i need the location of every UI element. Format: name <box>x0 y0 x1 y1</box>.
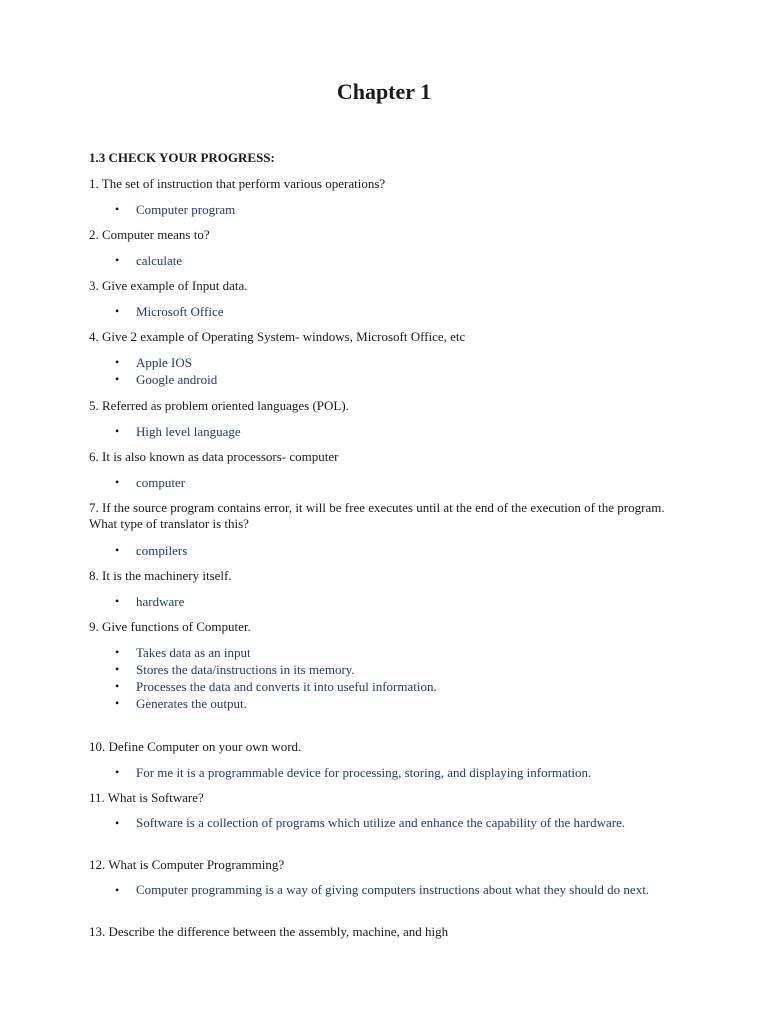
page-title: Chapter 1 <box>336 79 432 104</box>
answer-item: • compilers <box>0 542 686 559</box>
question-10: 10. Define Computer on your own word. <box>89 739 302 754</box>
answer-item: • Generates the output. <box>0 695 686 712</box>
answer-item: • Computer program <box>0 201 686 218</box>
answer-list-7 <box>0 542 686 559</box>
question-11: 11. What is Software? <box>89 790 204 805</box>
answer-list-8 <box>0 593 686 610</box>
question-1: 1. The set of instruction that perform various operations? <box>89 176 386 191</box>
answer-item: • Software is a collection of programs which utilize and enhance the capability of the hardware. <box>0 815 686 831</box>
answer-item: • Processes the data and converts it into useful information. <box>0 678 686 695</box>
answer-item: • computer <box>0 474 686 491</box>
question-9: 9. Give functions of Computer. <box>89 619 251 634</box>
question-4: 4. Give 2 example of Operating System- windows, Microsoft Office, etc <box>89 329 466 344</box>
answer-list-10 <box>0 764 686 781</box>
section-heading: 1.3 CHECK YOUR PROGRESS: <box>89 150 275 165</box>
answer-list-5 <box>0 423 686 440</box>
question-2: 2. Computer means to? <box>89 227 210 242</box>
answer-item: • Takes data as an input <box>0 644 686 661</box>
answer-item: • Computer programming is a way of giving computers instructions about what they should do next. <box>0 882 686 898</box>
question-3: 3. Give example of Input data. <box>89 278 248 293</box>
question-7: 7. If the source program contains error, it will be free executes until at the end of the execution of the program. What type of translator is this? <box>89 500 665 531</box>
answer-list-12 <box>0 882 686 898</box>
answer-item: • Microsoft Office <box>0 303 686 320</box>
answer-list-11 <box>0 815 686 831</box>
answer-list-9 <box>0 644 686 712</box>
answer-item: • High level language <box>0 423 686 440</box>
question-12: 12. What is Computer Programming? <box>89 857 285 872</box>
answer-list-1 <box>0 201 686 218</box>
answer-item: • hardware <box>0 593 686 610</box>
answer-item: • calculate <box>0 252 686 269</box>
answer-list-2 <box>0 252 686 269</box>
answer-item: • Apple IOS <box>0 354 686 371</box>
question-13: 13. Describe the difference between the assembly, machine, and high <box>89 924 449 939</box>
answer-item: • Google android <box>0 371 686 388</box>
answer-list-3 <box>0 303 686 320</box>
answer-item: • Stores the data/instructions in its memory. <box>0 661 686 678</box>
answer-item: • For me it is a programmable device for processing, storing, and displaying information. <box>0 764 686 781</box>
question-6: 6. It is also known as data processors- computer <box>89 449 339 464</box>
question-8: 8. It is the machinery itself. <box>89 568 232 583</box>
answer-list-4 <box>0 354 686 388</box>
question-5: 5. Referred as problem oriented languages (POL). <box>89 398 349 413</box>
answer-list-6 <box>0 474 686 491</box>
